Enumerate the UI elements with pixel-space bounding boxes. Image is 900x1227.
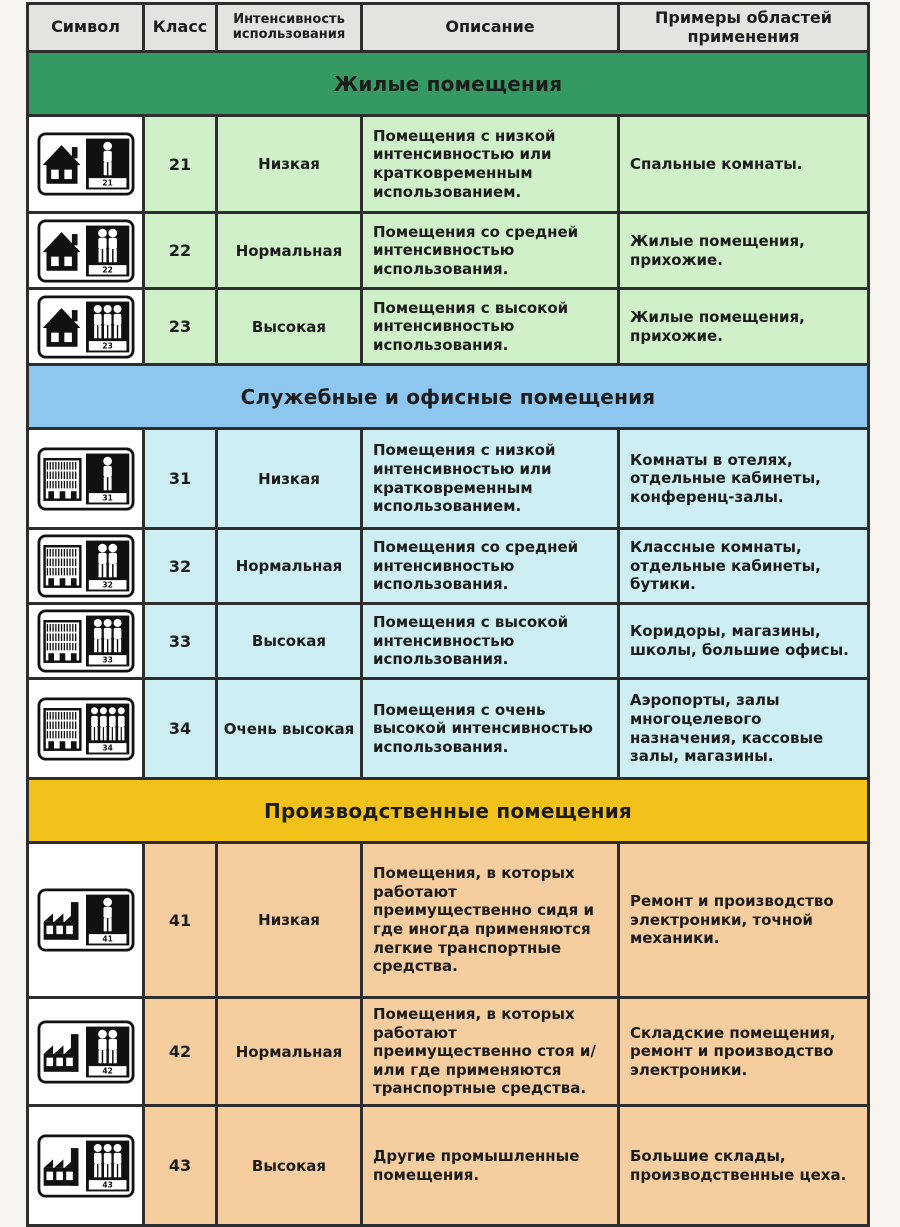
- description-cell: Помещения с низкой интенсивностью или кратковременным использованием.: [362, 116, 619, 213]
- col-header-description: Описание: [362, 4, 619, 52]
- symbol-cell: [28, 679, 144, 779]
- description-cell: Помещения со средней интенсивностью использования.: [362, 213, 619, 289]
- intensity-cell: Нормальная: [217, 213, 362, 289]
- examples-cell: Классные комнаты, отдельные кабинеты, бутики.: [619, 529, 869, 604]
- col-header-examples: Примеры областей применения: [619, 4, 869, 52]
- symbol-cell: [28, 604, 144, 679]
- class-cell: 34: [144, 679, 217, 779]
- class-cell: 43: [144, 1106, 217, 1226]
- class-badge: 34: [101, 743, 113, 753]
- class-badge: 33: [101, 655, 113, 665]
- class-cell: 32: [144, 529, 217, 604]
- col-header-symbol: Символ: [28, 4, 144, 52]
- office-symbol-icon: [37, 609, 135, 673]
- description-cell: Помещения с высокой интенсивностью использования.: [362, 604, 619, 679]
- table-row-class-31: [28, 429, 869, 529]
- description-cell: Помещения, в которых работают преимущественно сидя и где иногда применяются легкие транспортные средства.: [362, 843, 619, 998]
- class-cell: 31: [144, 429, 217, 529]
- table-row-class-43: [28, 1106, 869, 1226]
- table-row-class-22: [28, 213, 869, 289]
- description-cell: Другие промышленные помещения.: [362, 1106, 619, 1226]
- class-cell: 22: [144, 213, 217, 289]
- table-row-class-32: [28, 529, 869, 604]
- factory-symbol-icon: [37, 1020, 135, 1084]
- house-symbol-icon: [37, 295, 135, 359]
- table-row-class-23: [28, 289, 869, 365]
- table-row-class-33: [28, 604, 869, 679]
- examples-cell: Комнаты в отелях, отдельные кабинеты, конференц-залы.: [619, 429, 869, 529]
- intensity-cell: Низкая: [217, 116, 362, 213]
- factory-symbol-icon: [37, 888, 135, 952]
- class-badge: 21: [101, 178, 113, 188]
- symbol-cell: [28, 998, 144, 1106]
- symbol-cell: [28, 213, 144, 289]
- table-body: [28, 52, 869, 1226]
- class-cell: 33: [144, 604, 217, 679]
- description-cell: Помещения со средней интенсивностью использования.: [362, 529, 619, 604]
- intensity-cell: Низкая: [217, 843, 362, 998]
- examples-cell: Большие склады, производственные цеха.: [619, 1106, 869, 1226]
- symbol-cell: [28, 1106, 144, 1226]
- intensity-cell: Очень высокая: [217, 679, 362, 779]
- intensity-cell: Нормальная: [217, 529, 362, 604]
- house-symbol-icon: [37, 219, 135, 283]
- symbol-cell: [28, 289, 144, 365]
- symbol-cell: [28, 429, 144, 529]
- intensity-cell: Высокая: [217, 604, 362, 679]
- examples-cell: Спальные комнаты.: [619, 116, 869, 213]
- office-symbol-icon: [37, 534, 135, 598]
- table-row-class-41: [28, 843, 869, 998]
- office-symbol-icon: [37, 447, 135, 511]
- house-symbol-icon: [37, 132, 135, 196]
- class-badge: 31: [101, 493, 113, 503]
- examples-cell: Коридоры, магазины, школы, большие офисы.: [619, 604, 869, 679]
- office-building-icon: [44, 709, 80, 749]
- symbol-cell: [28, 529, 144, 604]
- factory-symbol-icon: [37, 1134, 135, 1198]
- intensity-cell: Нормальная: [217, 998, 362, 1106]
- description-cell: Помещения с очень высокой интенсивностью использования.: [362, 679, 619, 779]
- office-building-icon: [44, 621, 80, 661]
- examples-cell: Складские помещения, ремонт и производство электроники.: [619, 998, 869, 1106]
- class-badge: 43: [101, 1180, 113, 1190]
- table-row-class-21: [28, 116, 869, 213]
- classification-table: [26, 2, 870, 1227]
- examples-cell: Ремонт и производство электроники, точной механики.: [619, 843, 869, 998]
- intensity-cell: Высокая: [217, 1106, 362, 1226]
- class-badge: 41: [101, 934, 113, 944]
- class-cell: 23: [144, 289, 217, 365]
- examples-cell: Аэропорты, залы многоцелевого назначения, кассовые залы, магазины.: [619, 679, 869, 779]
- symbol-cell: [28, 843, 144, 998]
- section-header-house: Жилые помещения: [28, 52, 869, 116]
- col-header-class: Класс: [144, 4, 217, 52]
- table-row-class-42: [28, 998, 869, 1106]
- table-head: [28, 4, 869, 52]
- class-badge: 23: [101, 341, 113, 351]
- intensity-cell: Высокая: [217, 289, 362, 365]
- class-badge: 22: [101, 265, 113, 275]
- table-row-class-34: [28, 679, 869, 779]
- description-cell: Помещения с низкой интенсивностью или кратковременным использованием.: [362, 429, 619, 529]
- section-header-office: Служебные и офисные помещения: [28, 365, 869, 429]
- examples-cell: Жилые помещения, прихожие.: [619, 213, 869, 289]
- col-header-intensity: Интенсивность использования: [217, 4, 362, 52]
- symbol-cell: [28, 116, 144, 213]
- office-building-icon: [44, 546, 80, 586]
- section-header-factory: Производственные помещения: [28, 779, 869, 843]
- description-cell: Помещения с высокой интенсивностью использования.: [362, 289, 619, 365]
- intensity-cell: Низкая: [217, 429, 362, 529]
- office-symbol-icon: [37, 697, 135, 761]
- class-badge: 32: [101, 580, 113, 590]
- class-cell: 21: [144, 116, 217, 213]
- description-cell: Помещения, в которых работают преимущественно стоя и/или где применяются транспортные средства.: [362, 998, 619, 1106]
- class-badge: 42: [101, 1066, 113, 1076]
- examples-cell: Жилые помещения, прихожие.: [619, 289, 869, 365]
- office-building-icon: [44, 459, 80, 499]
- class-cell: 41: [144, 843, 217, 998]
- class-cell: 42: [144, 998, 217, 1106]
